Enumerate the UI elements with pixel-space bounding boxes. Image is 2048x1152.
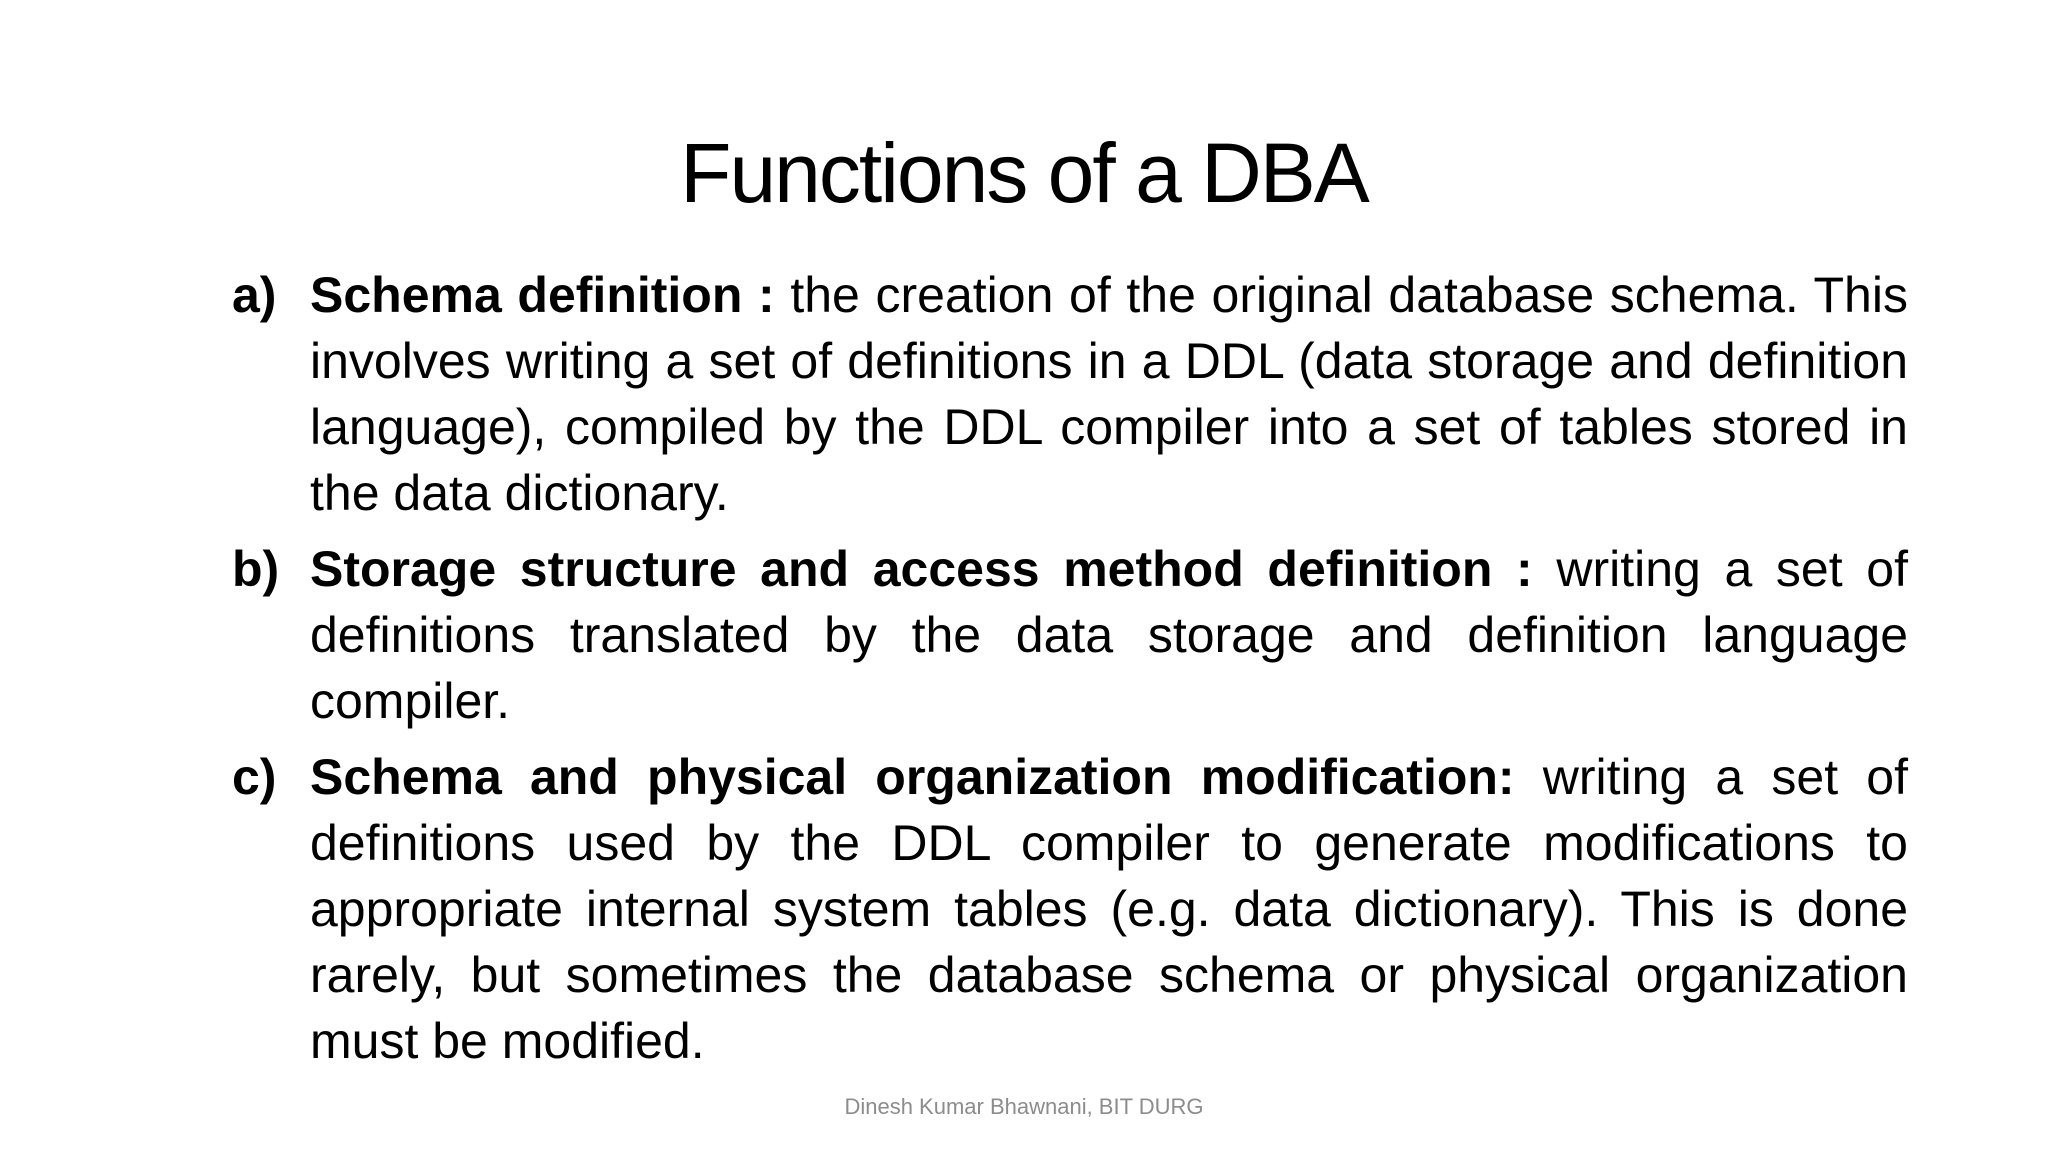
function-list (232, 262, 1908, 1084)
list-marker: c) (232, 749, 277, 805)
list-marker: a) (232, 267, 277, 323)
slide-footer: Dinesh Kumar Bhawnani, BIT DURG (844, 1094, 1204, 1119)
item-description: writing a set of definitions used by the DDL compiler to generate modifications to appropriate internal system tables (e.g. data dictionary). This is done rarely, but sometimes the database schema or physical organization must be modified. (310, 749, 1908, 1069)
slide-title: Functions of a DBA (680, 126, 1368, 220)
item-description: the creation of the original database schema. This involves writing a set of definitions in a DDL (data storage and definition language), compiled by the DDL compiler into a set of tables stored in the data dictionary. (310, 267, 1908, 521)
list-item-schema-definition (232, 262, 1908, 526)
list-marker: b) (232, 541, 280, 597)
list-item-storage-structure (232, 536, 1908, 734)
item-heading: Schema definition : (310, 267, 775, 323)
item-heading: Storage structure and access method definition : (310, 541, 1533, 597)
list-item-schema-modification (232, 744, 1908, 1074)
item-description: writing a set of definitions translated by the data storage and definition language compiler. (310, 541, 1908, 729)
item-heading: Schema and physical organization modification: (310, 749, 1515, 805)
